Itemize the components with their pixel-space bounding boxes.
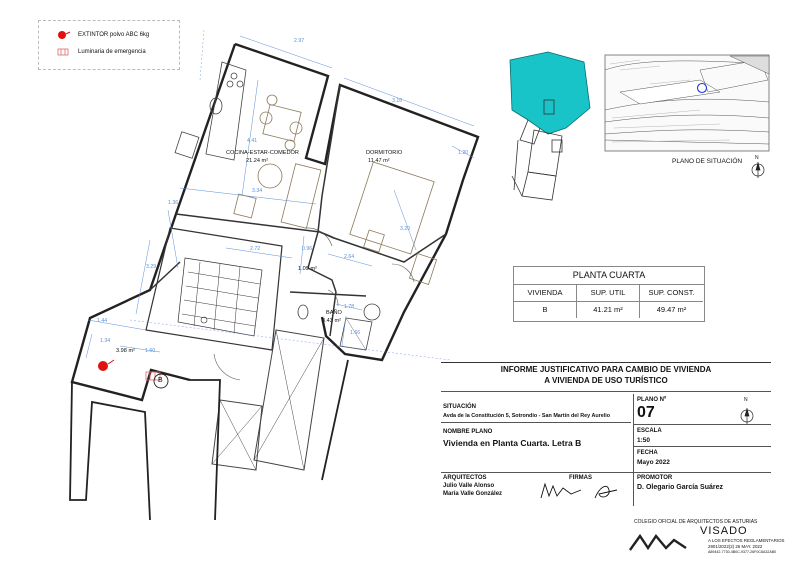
- north-arrow-icon: [752, 162, 764, 178]
- stamp-codigo: A89442-7730-4B0C-9377-26F0C8A32AB0: [708, 550, 777, 554]
- dimension-label: 3.29: [146, 264, 157, 270]
- legend-extintor-label: EXTINTOR polvo ABC 6kg: [78, 32, 150, 38]
- fecha-value: Mayo 2022: [637, 459, 670, 466]
- dimension-label: 3.34: [252, 188, 263, 194]
- stamp-numero: 2901/2022(2) 26 MAY. 2022: [708, 544, 763, 549]
- surface-table: [513, 266, 705, 322]
- table-header: VIVIENDA: [514, 285, 577, 302]
- dimension-label: 2.72: [250, 246, 261, 252]
- dimension-label: 3.16: [392, 98, 403, 104]
- dimension-label: 1.44: [97, 318, 108, 324]
- stamp-colegio: COLEGIO OFICIAL DE ARQUITECTOS DE ASTURIAS: [634, 519, 758, 525]
- legend-luminaria-label: Luminaria de emergencia: [78, 49, 146, 55]
- escala-label: ESCALA: [637, 428, 662, 434]
- report-title-line1: INFORME JUSTIFICATIVO PARA CAMBIO DE VIVIENDA: [500, 365, 712, 374]
- situation-north-label: N: [755, 155, 759, 161]
- table-cell: 41.21 m²: [577, 302, 640, 318]
- arquitecto-2: María Valle González: [443, 491, 503, 497]
- dimension-label: 2.64: [344, 254, 355, 260]
- room-label-dormitorio: DORMITORIO: [366, 150, 403, 156]
- dimension-label: 0.96: [302, 246, 313, 252]
- escala-value: 1:50: [637, 437, 651, 444]
- room-label-bano: BAÑO: [326, 310, 342, 316]
- room-area-entrada: 3.98 m²: [116, 348, 135, 354]
- dimension-label: 1.36: [168, 200, 179, 206]
- title-block: [441, 362, 771, 506]
- fecha-label: FECHA: [637, 450, 658, 456]
- stamp-efectos: A LOS EFECTOS REGLAMENTARIOS: [708, 538, 785, 543]
- title-block-north-label: N: [744, 397, 748, 403]
- promotor-value: D. Olegario García Suárez: [637, 484, 723, 491]
- room-area-cocina: 21.24 m²: [246, 158, 269, 164]
- dimension-label: 1.78: [344, 304, 355, 310]
- dimension-label: 1.34: [100, 338, 111, 344]
- dimension-label: 3.20: [400, 226, 411, 232]
- nombre-plano-label: NOMBRE PLANO: [443, 429, 493, 435]
- surface-table-title: PLANTA CUARTA: [514, 267, 704, 285]
- stair-tag: B: [158, 377, 163, 384]
- dimension-label: 4.41: [247, 138, 258, 144]
- promotor-label: PROMOTOR: [637, 475, 673, 481]
- plano-number: 07: [637, 404, 655, 421]
- report-title-line2: A VIVIENDA DE USO TURÍSTICO: [544, 376, 668, 385]
- table-header: SUP. CONST.: [640, 285, 703, 302]
- dimension-label: 1.66: [350, 330, 361, 336]
- nombre-plano-value: Vivienda en Planta Cuarta. Letra B: [443, 438, 582, 448]
- stamp-visado: VISADO: [700, 525, 748, 537]
- dimension-label: 2.97: [294, 38, 305, 44]
- situation-label: PLANO DE SITUACIÓN: [672, 158, 743, 165]
- arquitecto-1: Julio Valle Alonso: [443, 483, 495, 489]
- room-area-pasillo: 1.09 m²: [298, 266, 317, 272]
- signatures: [541, 484, 617, 498]
- table-cell: B: [514, 302, 577, 318]
- room-label-cocina: COCINA-ESTAR-COMEDOR: [226, 150, 299, 156]
- north-arrow-icon: [741, 408, 753, 424]
- visado-stamp: [620, 512, 790, 562]
- table-header: SUP. UTIL: [577, 285, 640, 302]
- coa-logo-icon: [626, 526, 706, 556]
- arquitectos-label: ARQUITECTOS: [443, 475, 487, 481]
- plano-label: PLANO Nº: [637, 397, 667, 403]
- room-area-bano: 3.43 m²: [322, 318, 341, 324]
- situacion-label: SITUACIÓN: [443, 404, 476, 410]
- table-cell: 49.47 m²: [656, 305, 687, 314]
- dimension-label: 1.60: [145, 348, 156, 354]
- firmas-label: FIRMAS: [569, 475, 592, 481]
- room-area-dormitorio: 11.47 m²: [368, 158, 390, 164]
- dimension-label: 1.20: [458, 150, 469, 156]
- situacion-value: Avda de la Constitución 5, Sotrondio - San Martín del Rey Aurelio: [443, 413, 611, 419]
